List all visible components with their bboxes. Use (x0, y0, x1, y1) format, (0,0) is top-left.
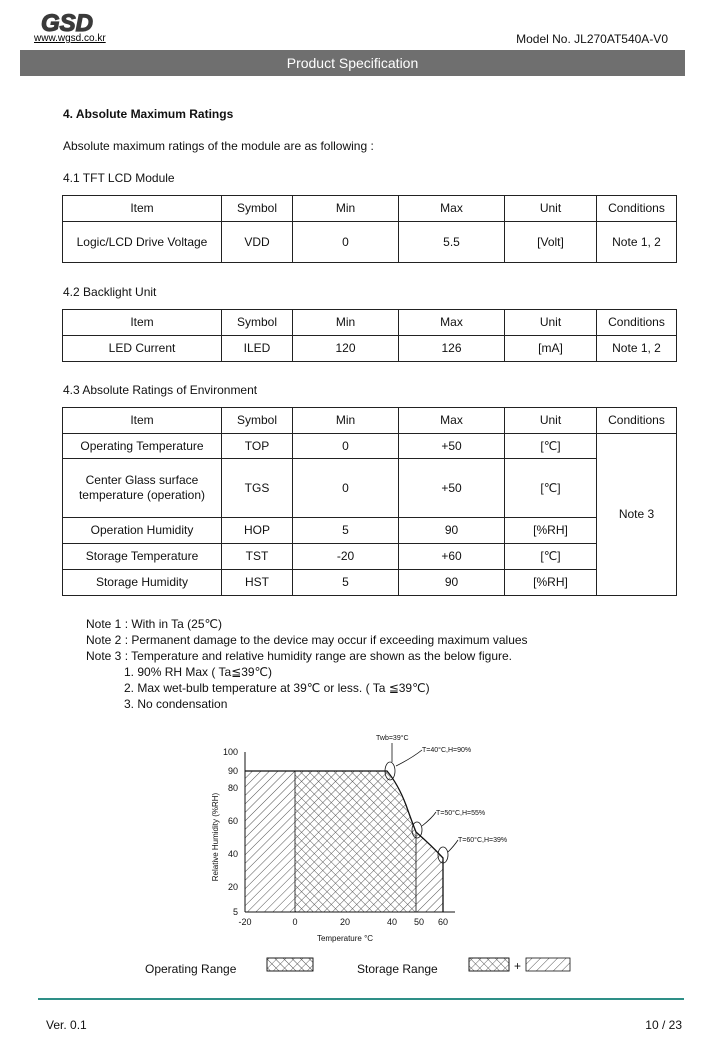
table-cell: [%RH] (505, 570, 597, 596)
subnote-line: 1. 90% RH Max ( Ta≦39℃) (124, 665, 273, 679)
table-cell: Note 1, 2 (597, 222, 677, 263)
y-tick-label: 100 (222, 747, 238, 757)
table-cell: [%RH] (505, 518, 597, 544)
y-tick-label: 40 (227, 849, 238, 859)
table-cell: 5 (293, 518, 399, 544)
header-cell: Unit (505, 408, 597, 434)
x-tick-label: -20 (238, 917, 252, 927)
model-number: Model No. JL270AT540A-V0 (516, 32, 668, 46)
table-cell: [Volt] (505, 222, 597, 263)
tft-table (62, 195, 677, 263)
x-tick-label: 50 (413, 917, 425, 927)
table-row (63, 518, 677, 544)
table-header-row (63, 408, 677, 434)
table-cell: HST (222, 570, 293, 596)
y-tick-label: 5 (232, 907, 238, 917)
gsd-logo (36, 10, 98, 34)
header-cell: Item (63, 310, 222, 336)
table-cell: -20 (293, 544, 399, 570)
header-cell: Item (63, 408, 222, 434)
table-cell: VDD (222, 222, 293, 263)
y-tick-label: 80 (227, 783, 238, 793)
legend-plus: + (514, 959, 522, 973)
table-cell: 0 (293, 434, 399, 459)
backlight-table (62, 309, 677, 362)
table-cell: [℃] (505, 459, 597, 518)
annotation-label: T=60°C,H=39% (458, 837, 508, 844)
version-label: Ver. 0.1 (46, 1018, 87, 1032)
table-cell: 5.5 (399, 222, 505, 263)
table-cell: [℃] (505, 544, 597, 570)
annotation-label: T=40°C,H=90% (422, 747, 472, 754)
x-axis-label: Temperature °C (316, 934, 374, 943)
table-cell: 90 (399, 518, 505, 544)
table-row (63, 459, 677, 518)
table-cell: +50 (399, 459, 505, 518)
page-number: 10 / 23 (645, 1018, 682, 1032)
legend-storage-swatch-2 (526, 958, 570, 971)
x-tick-label: 20 (339, 917, 351, 927)
table-cell: Note 1, 2 (597, 336, 677, 362)
section-intro: Absolute maximum ratings of the module are as following : (63, 139, 374, 153)
section-title: 4. Absolute Maximum Ratings (63, 107, 234, 121)
y-tick-label: 20 (227, 882, 238, 892)
header-cell: Min (293, 408, 399, 434)
website-link[interactable]: www.wgsd.co.kr (34, 33, 106, 44)
header-cell: Symbol (222, 196, 293, 222)
environment-title: 4.3 Absolute Ratings of Environment (63, 383, 258, 397)
subnote-line: 3. No condensation (124, 697, 228, 711)
backlight-title: 4.2 Backlight Unit (63, 285, 157, 299)
header-cell: Conditions (597, 196, 677, 222)
legend-operating-label: Operating Range (145, 962, 237, 976)
y-axis-label: Relative Humidity (%RH) (211, 792, 220, 882)
header-cell: Item (63, 196, 222, 222)
header-cell: Max (399, 408, 505, 434)
conditions-cell: Note 3 (597, 434, 677, 596)
operating-range-area (295, 771, 416, 912)
table-cell: Center Glass surface temperature (operation) (63, 459, 222, 518)
header-cell: Max (399, 196, 505, 222)
tft-title: 4.1 TFT LCD Module (63, 171, 175, 185)
annotation-label: Twb=39°C (376, 735, 409, 742)
header-cell: Max (399, 310, 505, 336)
y-tick-label: 90 (227, 766, 238, 776)
table-row (63, 222, 677, 263)
annotation-label: T=50°C,H=55% (436, 810, 486, 817)
header-cell: Unit (505, 196, 597, 222)
legend-storage-label: Storage Range (357, 962, 438, 976)
table-cell: Storage Temperature (63, 544, 222, 570)
table-cell: Storage Humidity (63, 570, 222, 596)
x-tick-label: 0 (292, 917, 298, 927)
temperature-humidity-figure (140, 722, 580, 987)
header-cell: Symbol (222, 408, 293, 434)
table-cell: TST (222, 544, 293, 570)
table-row (63, 570, 677, 596)
header-cell: Min (293, 196, 399, 222)
table-cell: Operating Temperature (63, 434, 222, 459)
table-header-row (63, 196, 677, 222)
header-cell: Conditions (597, 408, 677, 434)
header-cell: Min (293, 310, 399, 336)
table-header-row (63, 310, 677, 336)
table-cell: TGS (222, 459, 293, 518)
environment-table (62, 407, 677, 596)
table-cell: 90 (399, 570, 505, 596)
table-cell: TOP (222, 434, 293, 459)
svg-text:GSD: GSD (40, 10, 94, 34)
table-cell: Operation Humidity (63, 518, 222, 544)
banner-title: Product Specification (20, 50, 685, 76)
header-cell: Symbol (222, 310, 293, 336)
x-tick-label: 40 (386, 917, 398, 927)
table-cell: [℃] (505, 434, 597, 459)
table-row (63, 434, 677, 459)
table-cell: Logic/LCD Drive Voltage (63, 222, 222, 263)
table-cell: ILED (222, 336, 293, 362)
table-cell: [mA] (505, 336, 597, 362)
table-cell: 120 (293, 336, 399, 362)
header-cell: Unit (505, 310, 597, 336)
x-tick-label: 60 (437, 917, 449, 927)
subnote-line: 2. Max wet-bulb temperature at 39℃ or less. ( Ta ≦39℃) (124, 681, 430, 695)
table-cell: +50 (399, 434, 505, 459)
note-line: Note 2 : Permanent damage to the device may occur if exceeding maximum values (86, 633, 528, 647)
table-cell: LED Current (63, 336, 222, 362)
table-cell: 126 (399, 336, 505, 362)
table-cell: 0 (293, 222, 399, 263)
table-row (63, 544, 677, 570)
table-row (63, 336, 677, 362)
note-line: Note 3 : Temperature and relative humidity range are shown as the below figure. (86, 649, 513, 663)
table-cell: 5 (293, 570, 399, 596)
table-cell: HOP (222, 518, 293, 544)
footer-divider (38, 998, 684, 1000)
table-cell: 0 (293, 459, 399, 518)
notes-block (86, 616, 528, 712)
header-cell: Conditions (597, 310, 677, 336)
y-tick-label: 60 (227, 816, 238, 826)
note-line: Note 1 : With in Ta (25℃) (86, 617, 222, 631)
table-cell: +60 (399, 544, 505, 570)
